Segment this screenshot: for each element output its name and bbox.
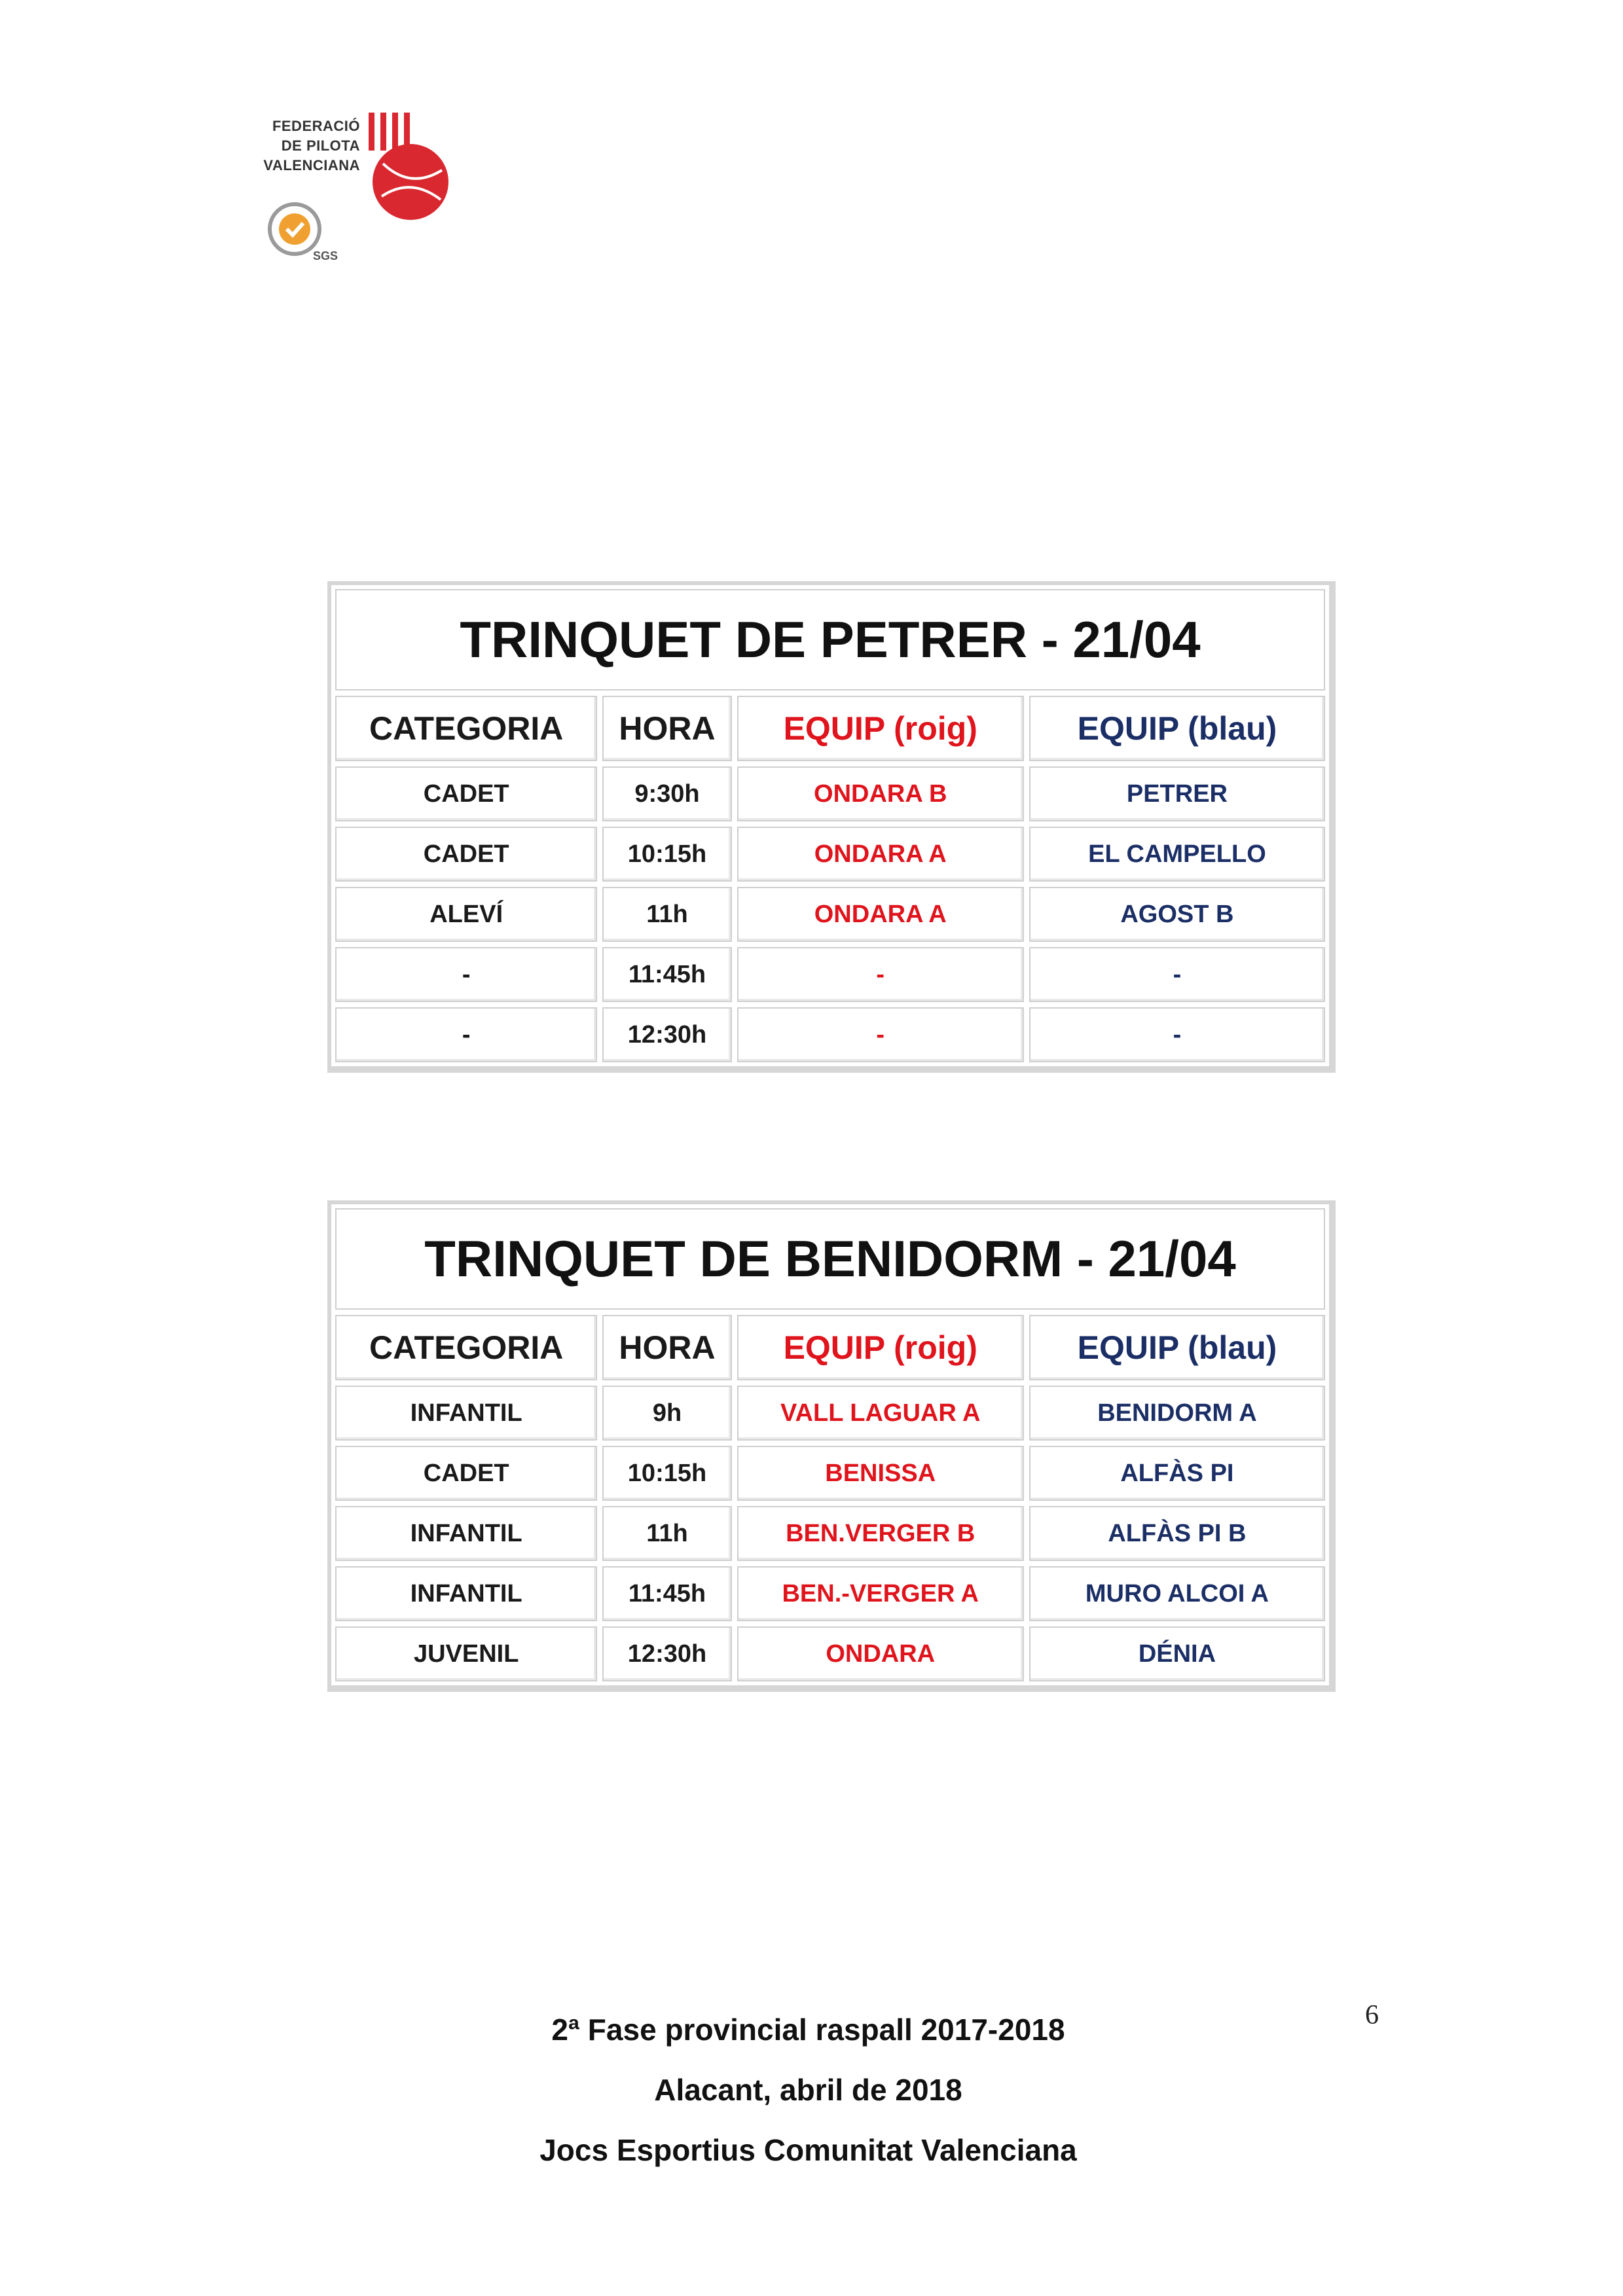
footer-line-3: Jocs Esportius Comunitat Valenciana xyxy=(539,2133,1077,2167)
cell-hora: 11:45h xyxy=(602,947,731,1002)
header-equip-roig: EQUIP (roig) xyxy=(737,1315,1024,1380)
schedule-table-benidorm xyxy=(327,1200,1336,1692)
cell-categoria: INFANTIL xyxy=(335,1386,597,1441)
cell-equip-blau: DÉNIA xyxy=(1029,1626,1325,1681)
table-row xyxy=(335,1386,1325,1441)
cell-equip-blau: ALFÀS PI xyxy=(1029,1446,1325,1501)
cell-hora: 12:30h xyxy=(602,1626,731,1681)
cell-hora: 11h xyxy=(602,887,731,942)
cell-equip-blau: PETRER xyxy=(1029,766,1325,821)
table-header-row xyxy=(335,1315,1325,1380)
table-row xyxy=(335,827,1325,882)
header-equip-blau: EQUIP (blau) xyxy=(1029,696,1325,761)
cell-equip-blau: AGOST B xyxy=(1029,887,1325,942)
table-row xyxy=(335,1566,1325,1621)
cell-equip-blau: BENIDORM A xyxy=(1029,1386,1325,1441)
cell-hora: 12:30h xyxy=(602,1007,731,1062)
footer-line-1: 2ª Fase provincial raspall 2017-2018 xyxy=(551,2013,1065,2047)
header-hora: HORA xyxy=(602,696,731,761)
cell-categoria: CADET xyxy=(335,827,597,882)
cell-equip-blau: ALFÀS PI B xyxy=(1029,1506,1325,1561)
cell-hora: 11:45h xyxy=(602,1566,731,1621)
pilota-ball-icon xyxy=(363,111,455,223)
cell-hora: 10:15h xyxy=(602,1446,731,1501)
page-number: 6 xyxy=(1365,2000,1379,2030)
cell-categoria: CADET xyxy=(335,1446,597,1501)
header-equip-blau: EQUIP (blau) xyxy=(1029,1315,1325,1380)
cell-equip-blau: - xyxy=(1029,1007,1325,1062)
cell-categoria: - xyxy=(335,947,597,1002)
cell-equip-roig: BENISSA xyxy=(737,1446,1024,1501)
schedule-table-petrer xyxy=(327,581,1336,1073)
table-header-row xyxy=(335,696,1325,761)
cell-equip-blau: - xyxy=(1029,947,1325,1002)
header-categoria: CATEGORIA xyxy=(335,1315,597,1380)
table-row xyxy=(335,1626,1325,1681)
cell-categoria: ALEVÍ xyxy=(335,887,597,942)
cert-label: SGS xyxy=(313,249,338,262)
cell-equip-roig: - xyxy=(737,947,1024,1002)
cell-hora: 11h xyxy=(602,1506,731,1561)
cell-categoria: CADET xyxy=(335,766,597,821)
table-row xyxy=(335,1007,1325,1062)
certification-badge-icon xyxy=(262,200,347,265)
cell-hora: 9h xyxy=(602,1386,731,1441)
logo-line-3: VALENCIANA xyxy=(263,157,360,173)
header-equip-roig: EQUIP (roig) xyxy=(737,696,1024,761)
cell-equip-roig: ONDARA A xyxy=(737,827,1024,882)
cell-equip-roig: ONDARA A xyxy=(737,887,1024,942)
federation-logo xyxy=(242,111,458,275)
cell-equip-roig: VALL LAGUAR A xyxy=(737,1386,1024,1441)
cell-equip-roig: ONDARA xyxy=(737,1626,1024,1681)
logo-line-2: DE PILOTA xyxy=(281,137,360,154)
cell-categoria: INFANTIL xyxy=(335,1566,597,1621)
table-title: TRINQUET DE PETRER - 21/04 xyxy=(335,589,1325,691)
header-categoria: CATEGORIA xyxy=(335,696,597,761)
cell-categoria: - xyxy=(335,1007,597,1062)
cell-equip-roig: - xyxy=(737,1007,1024,1062)
table-title: TRINQUET DE BENIDORM - 21/04 xyxy=(335,1208,1325,1310)
table-row xyxy=(335,1506,1325,1561)
table-row xyxy=(335,947,1325,1002)
cell-equip-roig: BEN.VERGER B xyxy=(737,1506,1024,1561)
page-footer xyxy=(0,2000,1623,2180)
cell-categoria: INFANTIL xyxy=(335,1506,597,1561)
cell-categoria: JUVENIL xyxy=(335,1626,597,1681)
header-hora: HORA xyxy=(602,1315,731,1380)
table-row xyxy=(335,1446,1325,1501)
cell-equip-roig: ONDARA B xyxy=(737,766,1024,821)
logo-line-1: FEDERACIÓ xyxy=(272,118,360,134)
logo-text xyxy=(242,117,360,175)
cell-equip-blau: MURO ALCOI A xyxy=(1029,1566,1325,1621)
cell-equip-roig: BEN.-VERGER A xyxy=(737,1566,1024,1621)
cell-hora: 9:30h xyxy=(602,766,731,821)
cell-equip-blau: EL CAMPELLO xyxy=(1029,827,1325,882)
table-row xyxy=(335,887,1325,942)
cell-hora: 10:15h xyxy=(602,827,731,882)
footer-line-2: Alacant, abril de 2018 xyxy=(654,2073,962,2107)
table-row xyxy=(335,766,1325,821)
